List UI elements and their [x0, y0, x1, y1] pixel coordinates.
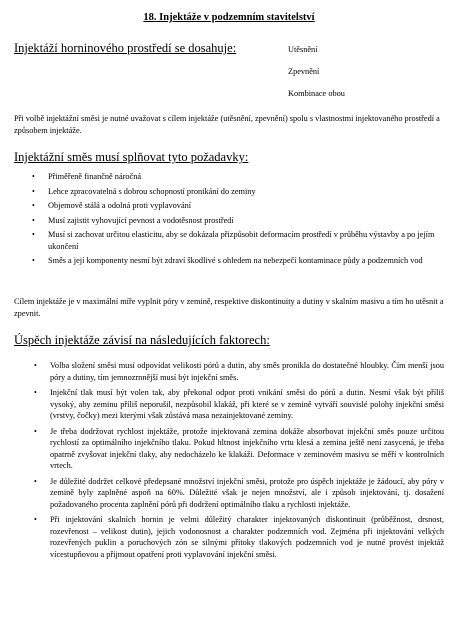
section3-heading: Úspěch injektáže závisí na následujících faktorech: [14, 333, 270, 347]
option-strengthening: Zpevnění [288, 67, 320, 76]
paragraph-2: Cílem injektáže je v maximální míře vyplnit póry v zemině, respektive diskontinuity a dutiny v skalním masivu a tím ho utěsnit a zpevnit. [14, 297, 444, 318]
section2-heading: Injektážní směs musí splňovat tyto požadavky: [14, 150, 249, 164]
list-item: • Musí zajistit vyhovující pevnost a vodotěsnost prostředí [32, 215, 234, 225]
bullet-icon: • [34, 426, 37, 436]
list-item: • Přiměřeně finančně náročná [32, 172, 142, 181]
bullet-icon: • [32, 201, 35, 210]
bullet-icon: • [32, 256, 35, 265]
bullet-icon: • [32, 172, 35, 181]
page-title: 18. Injektáže v podzemním stavitelství [143, 12, 315, 23]
list-item: • Směs a její komponenty nesmí být zdraví škodlivé s ohledem na nebezpečí kontaminace půdy a podzemních vod [32, 256, 423, 265]
option-combination: Kombinace obou [288, 89, 345, 98]
bullet-icon: • [34, 515, 37, 524]
list-item: • Musí si zachovat určitou elasticitu, aby se dokázala přizpůsobit deformacím prostředí v průběhu výstavby a po jejím ukončení [32, 230, 435, 251]
requirements-list [32, 171, 448, 270]
section1-heading: Injektáží horninového prostředí se dosahuje: [14, 41, 237, 55]
bullet-icon: • [32, 186, 35, 196]
paragraph-1: Při volbě injektážní směsi je nutné uvažovat s cílem injektáže (utěsnění, zpevnění) spolu s vlastnostmi injektovaného prostředí a způsobem injektáže. [14, 114, 440, 135]
list-item: • Injekční tlak musí být volen tak, aby překonal odpor proti vnikání směsi do pórů a dutin. Nesmí však být příliš vysoký, aby zeminu příliš neporušil, nezpůsobil klakáž, při které se v zemině vytváří souvislé polohy injekční směsi (vrstvy, čočky) mezi kterými však zůstává masa nezainjektované zeminy. [34, 388, 444, 420]
factors-list [34, 360, 444, 564]
option-sealing: Utěsnění [288, 45, 318, 54]
bullet-icon: • [32, 230, 35, 239]
list-item: • Objemově stálá a odolná proti vyplavování [32, 201, 192, 210]
list-item: • Je důležité dodržet celkové předepsané množství injekční směsi, protože pro úspěch injektáže je žádoucí, aby póry v zemině byly zaplněné aspoň na 60%. Důležité však je nejen množství, ale i způsob injektování, tj. dosažení požadovaného procenta zaplnění pórů při dodržení optimálního tlaku a rychlosti injektáže. [34, 476, 444, 509]
list-item: • Je třeba dodržovat rychlost injektáže, protože injektovaná zemina dokáže absorbovat injekční směs pouze určitou rychlostí za optimálního injekčního tlaku. Pokud hltnost injekčního vrtu klesá a zemina ještě není zasycená, je třeba opatrně zvyšovat injekční tlaky, aby nedocházelo ke klakáži. Deformace v zeminovém masivu se měří v kontrolních vrtech. [34, 426, 444, 470]
list-item: • Volba složení směsi musí odpovídat velikosti pórů a dutin, aby směs pronikla do dostatečné hloubky. Čím menší jsou póry a dutiny, tím jemnozrnnější musí být injekční směs. [34, 361, 444, 382]
bullet-icon: • [34, 388, 37, 397]
list-item: • Při injektování skalních hornin je velmi důležitý charakter injektovaných diskontinuit (průběžnost, drsnost, rozevřenost – velikost dutin), jejich vodonosnost a charakter podzemních vod. Zejména při injektování velkých rozevřených puklin a poruchových zón se silnými přítoky tlakových podzemních vod je nutné provést injektáž vícestupňovou a přijmout opatření proti vyplavování injekční směsi. [34, 515, 444, 559]
bullet-icon: • [34, 476, 37, 486]
list-item: • Lehce zpracovatelná s dobrou schopností pronikání do zeminy [32, 186, 256, 196]
bullet-icon: • [32, 215, 35, 225]
bullet-icon: • [34, 361, 37, 370]
